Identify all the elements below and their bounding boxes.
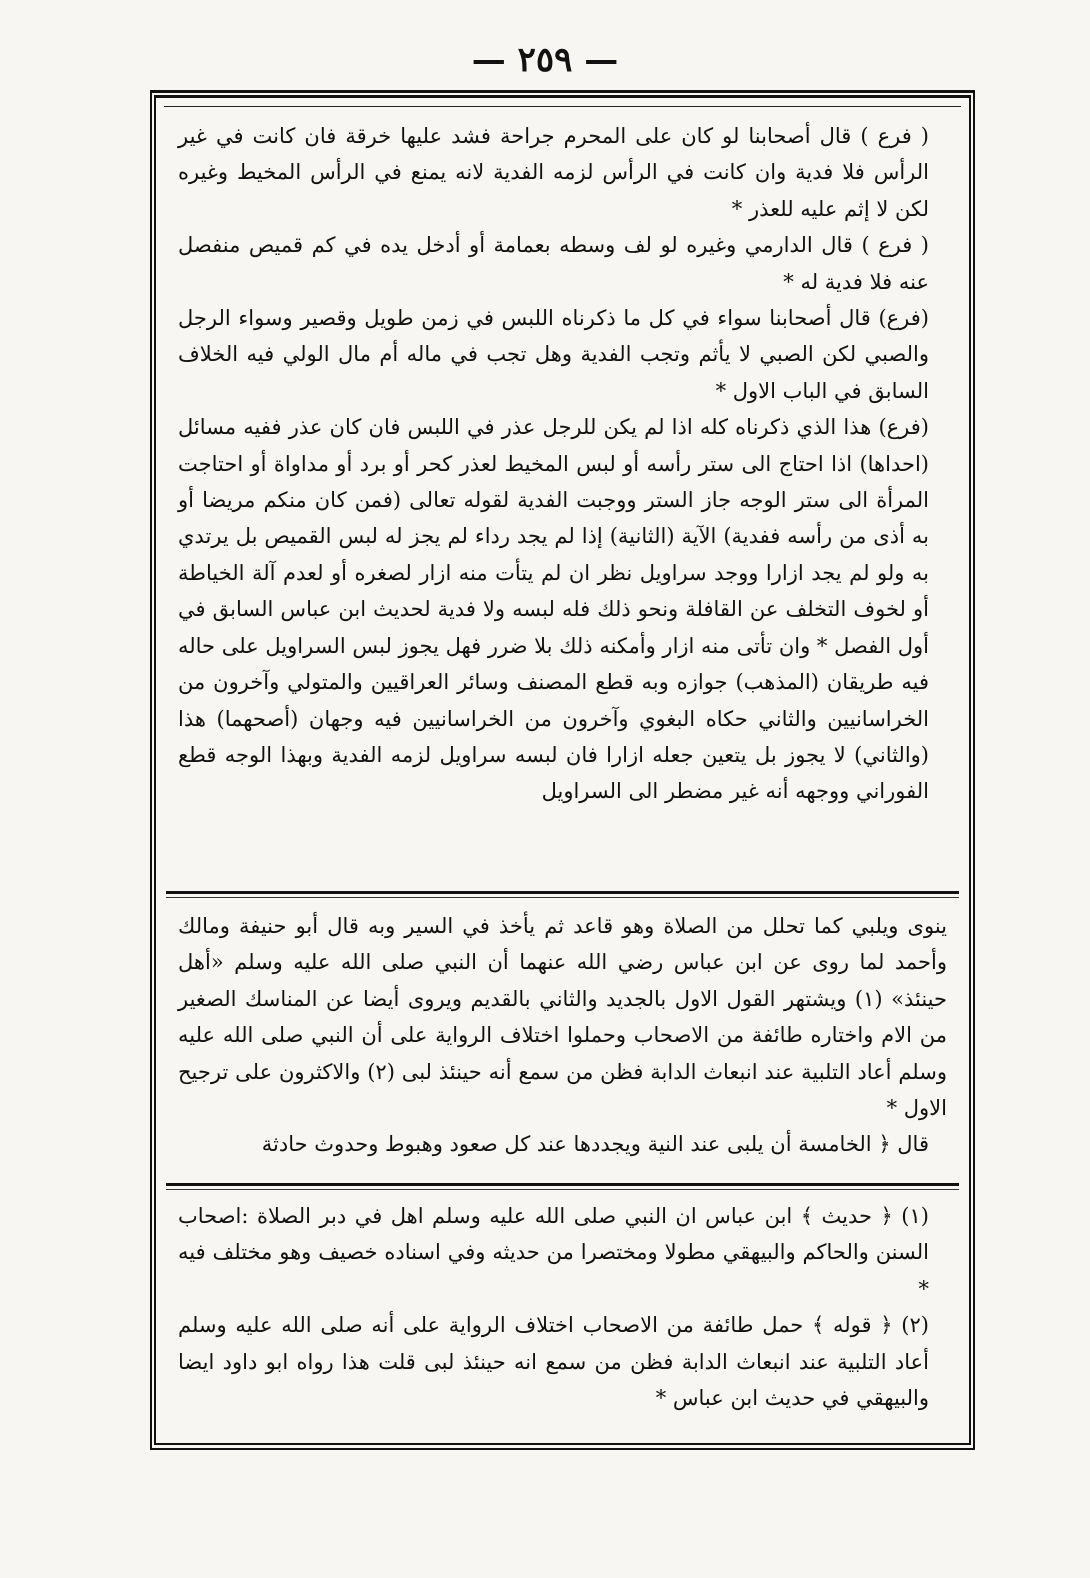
main-paragraph: ( فرع ) قال أصحابنا لو كان على المحرم جراحة فشد عليها خرقة فان كانت في غير الرأس فلا فدية وان كانت في الرأس لزمه الفدية لانه يمنع في الرأس المخيط وغيره لكن لا إثم عليه للعذر * — [178, 124, 929, 221]
main-text — [178, 118, 947, 810]
main-paragraph: (فرع) هذا الذي ذكرناه كله اذا لم يكن للرجل عذر في اللبس فان كان عذر ففيه مسائل (احداها) اذا احتاج الى ستر رأسه أو لبس المخيط لعذر كحر أو برد أو مداواة أو احتاجت المرأة الى ستر الوجه جاز الستر ووجبت الفدية لقوله تعالى (فمن كان منكم مريضا أو به أذى من رأسه ففدية) الآية (الثانية) إذا لم يجد رداء لم يجز له لبس القميص بل يرتدي به ولو لم يجد ازارا ووجد سراويل نظر ان لم يتأت منه ازار لصغره أو لعدم آلة الخياطة أو لخوف التخلف عن القافلة ونحو ذلك فله لبسه ولا فدية لحديث ابن عباس السابق في أول الفصل * وان تأتى منه ازار وأمكنه ذلك بلا ضرر فهل يجوز لبس السراويل على حاله فيه طريقان (المذهب) جوازه وبه قطع المصنف وسائر العراقيين والمتولي وآخرون من الخراسانيين والثاني حكاه البغوي وآخرون من الخراسانيين فيه وجهان (أصحهما) هذا (والثاني) لا يجوز بل يتعين جعله ازارا فان لبسه سراويل لزمه الفدية وبهذا الوجه قطع الفوراني ووجهه أنه غير مضطر الى السراويل — [178, 415, 929, 804]
footnote-divider-rule — [166, 1183, 959, 1186]
footnote-1: (١) ﴿ حديث ﴾ ابن عباس ان النبي صلى الله عليه وسلم اهل في دبر الصلاة :اصحاب السنن والحاكم والبيهقي مطولا ومختصرا من حديثه وفي اسناده خصيف وهو مختلف فيه * — [178, 1204, 929, 1301]
footnote-2: (٢) ﴿ قوله ﴾ حمل طائفة من الاصحاب اختلاف الرواية على أنه صلى الله عليه وسلم أعاد التلبية عند انبعاث الدابة فظن من سمع انه حينئذ لبى قلت هذا رواه ابو داود ايضا والبيهقي في حديث ابن عباس * — [178, 1313, 929, 1411]
divider-rule — [166, 891, 959, 894]
page-frame — [150, 90, 975, 1450]
main-paragraph: ( فرع ) قال الدارمي وغيره لو لف وسطه بعمامة أو أدخل يده في كم قميص منفصل عنه فلا فدية له * — [178, 233, 929, 294]
footnotes — [178, 1198, 947, 1416]
commentary-text — [178, 908, 947, 1163]
divider-rule-thin — [166, 897, 959, 898]
main-paragraph: (فرع) قال أصحابنا سواء في كل ما ذكرناه اللبس في زمن طويل وقصير وسواء الرجل والصبي لكن الصبي لا يأثم وتجب الفدية وهل تجب في ماله أم مال الولي فيه الخلاف السابق في الباب الاول * — [178, 306, 929, 403]
commentary-paragraph: قال ﴿ الخامسة أن يلبى عند النية ويجددها عند كل صعود وهبوط وحدوث حادثة — [261, 1132, 929, 1157]
footnote-divider-rule-thin — [166, 1189, 959, 1190]
commentary-paragraph: ينوى ويلبي كما تحلل من الصلاة وهو قاعد ثم يأخذ في السير وبه قال أبو حنيفة ومالك وأحمد لما روى عن ابن عباس رضي الله عنهما أن النبي صلى الله عليه وسلم «أهل حينئذ» (١) ويشتهر القول الاول بالجديد والثاني بالقديم ويروى أيضا عن المناسك الصغير من الام واختاره طائفة من الاصحاب وحملوا اختلاف الرواية على أن النبي صلى الله عليه وسلم أعاد التلبية عند انبعاث الدابة فظن من سمع أنه حينئذ لبى (٢) والاكثرون على ترجيح الاول * — [178, 914, 947, 1121]
page-number: — ٢٥٩ — — [471, 40, 619, 80]
